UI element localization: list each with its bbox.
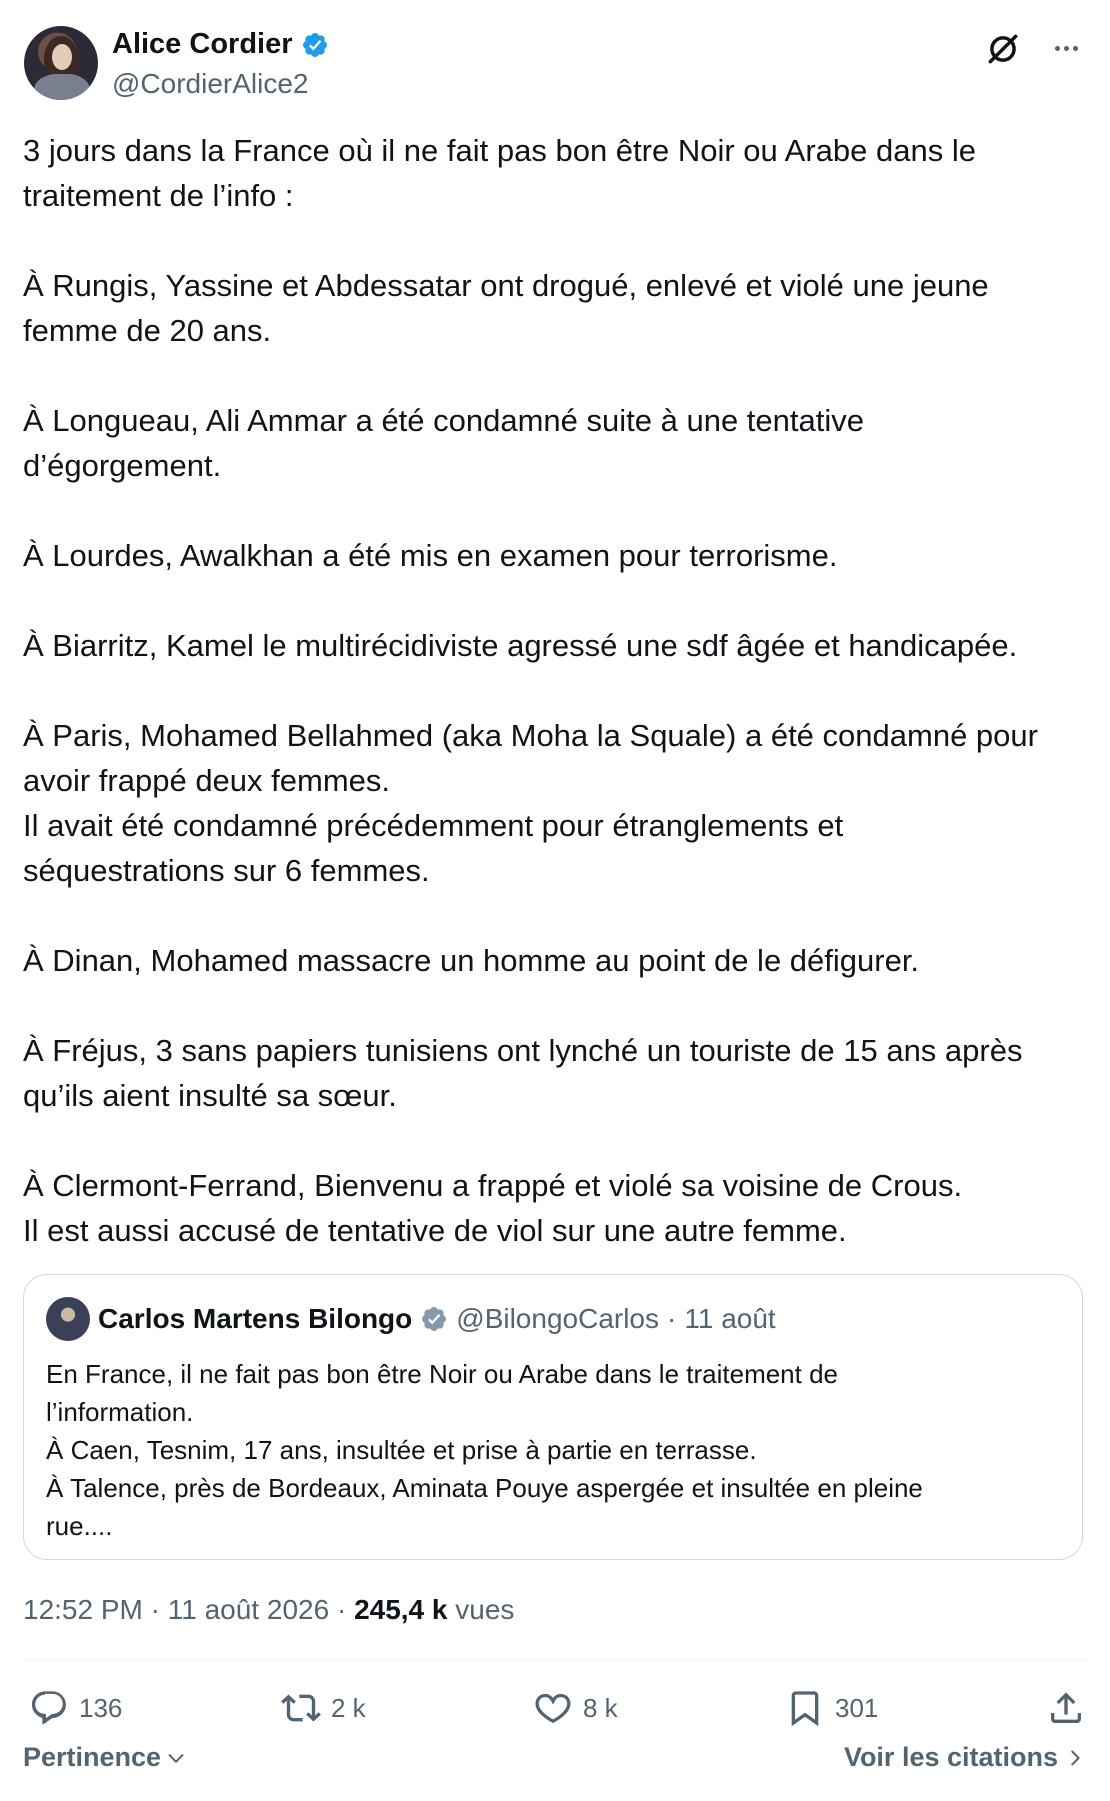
tweet-time[interactable]: 12:52 PM bbox=[23, 1594, 143, 1625]
tweet-date[interactable]: 11 août 2026 bbox=[167, 1594, 330, 1625]
separator-dot: · bbox=[667, 1303, 677, 1334]
quoted-line: À Caen, Tesnim, 17 ans, insultée et prise à partie en terrasse. bbox=[46, 1435, 757, 1465]
divider bbox=[23, 1660, 1086, 1661]
tweet-paragraph bbox=[23, 623, 1089, 668]
reply-count: 136 bbox=[79, 1692, 123, 1723]
tweet-paragraph bbox=[23, 1028, 1089, 1118]
bookmark-icon bbox=[785, 1688, 825, 1728]
tweet-paragraph bbox=[23, 398, 1089, 488]
view-count: 245,4 k bbox=[354, 1594, 448, 1625]
tweet-paragraph bbox=[23, 713, 1089, 893]
tweet-line: traitement de l’info : bbox=[23, 178, 294, 213]
share-icon bbox=[1046, 1688, 1086, 1728]
like-count: 8 k bbox=[583, 1692, 618, 1723]
tweet-line: Il est aussi accusé de tentative de viol sur une autre femme. bbox=[23, 1213, 847, 1248]
reply-button[interactable] bbox=[29, 1680, 122, 1736]
tweet-line: À Clermont-Ferrand, Bienvenu a frappé et violé sa voisine de Crous. bbox=[23, 1168, 963, 1203]
tweet-line: À Longueau, Ali Ammar a été condamné suite à une tentative bbox=[23, 403, 864, 438]
quoted-line: l’information. bbox=[46, 1397, 194, 1427]
tweet-line: À Fréjus, 3 sans papiers tunisiens ont lynché un touriste de 15 ans après bbox=[23, 1033, 1023, 1068]
tweet-line: d’égorgement. bbox=[23, 448, 222, 483]
tweet-line: 3 jours dans la France où il ne fait pas bon être Noir ou Arabe dans le bbox=[23, 133, 976, 168]
quoted-author-handle: @BilongoCarlos bbox=[456, 1303, 660, 1334]
repost-icon bbox=[281, 1688, 321, 1728]
author-name[interactable]: Alice Cordier bbox=[112, 28, 293, 60]
author-avatar[interactable] bbox=[24, 26, 98, 100]
tweet-footer bbox=[23, 1742, 1086, 1786]
sort-dropdown[interactable] bbox=[23, 1742, 187, 1773]
reply-icon bbox=[29, 1688, 69, 1728]
more-options-icon[interactable] bbox=[1046, 28, 1086, 68]
tweet-line: À Rungis, Yassine et Abdessatar ont drogué, enlevé et violé une jeune bbox=[23, 268, 989, 303]
quoted-line: En France, il ne fait pas bon être Noir ou Arabe dans le traitement de bbox=[46, 1359, 839, 1389]
sort-label: Pertinence bbox=[23, 1742, 162, 1772]
tweet-paragraph bbox=[23, 263, 1089, 353]
view-quotes-label: Voir les citations bbox=[843, 1742, 1058, 1772]
chevron-down-icon bbox=[165, 1747, 187, 1769]
quoted-tweet[interactable] bbox=[23, 1274, 1083, 1560]
tweet-line: Il avait été condamné précédemment pour étranglements et bbox=[23, 808, 844, 843]
verified-badge-icon bbox=[301, 31, 329, 59]
share-button[interactable] bbox=[1046, 1680, 1086, 1736]
author-handle[interactable]: @CordierAlice2 bbox=[112, 68, 309, 99]
tweet-line: À Dinan, Mohamed massacre un homme au point de le défigurer. bbox=[23, 943, 920, 978]
grok-icon[interactable] bbox=[984, 30, 1022, 68]
tweet-paragraph bbox=[23, 1163, 1089, 1253]
tweet-line: À Biarritz, Kamel le multirécidiviste agressé une sdf âgée et handicapée. bbox=[23, 628, 1018, 663]
quoted-author-avatar bbox=[46, 1297, 90, 1341]
quoted-author-name: Carlos Martens Bilongo bbox=[98, 1303, 413, 1334]
separator-dot: · bbox=[336, 1594, 347, 1625]
tweet-paragraph bbox=[23, 128, 1089, 218]
repost-count: 2 k bbox=[331, 1692, 366, 1723]
tweet-header bbox=[24, 24, 1086, 104]
quoted-line: À Talence, près de Bordeaux, Aminata Pouye aspergée et insultée en pleine bbox=[46, 1473, 923, 1503]
quoted-line: rue.... bbox=[46, 1511, 113, 1541]
quoted-tweet-header bbox=[46, 1297, 776, 1341]
tweet-line: À Lourdes, Awalkhan a été mis en examen pour terrorisme. bbox=[23, 538, 838, 573]
bookmark-button[interactable] bbox=[785, 1680, 878, 1736]
tweet-line: À Paris, Mohamed Bellahmed (aka Moha la Squale) a été condamné pour bbox=[23, 718, 1038, 753]
tweet-paragraph bbox=[23, 938, 1089, 983]
tweet-line: femme de 20 ans. bbox=[23, 313, 272, 348]
heart-icon bbox=[533, 1688, 573, 1728]
view-label: vues bbox=[455, 1594, 515, 1625]
tweet-line: qu’ils aient insulté sa sœur. bbox=[23, 1078, 397, 1113]
like-button[interactable] bbox=[533, 1680, 618, 1736]
quoted-tweet-text bbox=[46, 1355, 1056, 1545]
verified-badge-icon bbox=[420, 1305, 448, 1333]
chevron-right-icon bbox=[1064, 1747, 1086, 1769]
tweet-timestamp bbox=[23, 1594, 514, 1626]
quoted-date: 11 août bbox=[684, 1303, 776, 1334]
tweet-paragraph bbox=[23, 533, 1089, 578]
repost-button[interactable] bbox=[281, 1680, 366, 1736]
view-quotes-link[interactable] bbox=[844, 1742, 1086, 1773]
tweet-line: séquestrations sur 6 femmes. bbox=[23, 853, 430, 888]
author-name-row bbox=[112, 28, 329, 61]
bookmark-count: 301 bbox=[835, 1692, 879, 1723]
tweet-text bbox=[23, 128, 1089, 1253]
separator-dot: · bbox=[150, 1594, 160, 1625]
action-bar bbox=[23, 1680, 1086, 1736]
tweet-line: avoir frappé deux femmes. bbox=[23, 763, 391, 798]
